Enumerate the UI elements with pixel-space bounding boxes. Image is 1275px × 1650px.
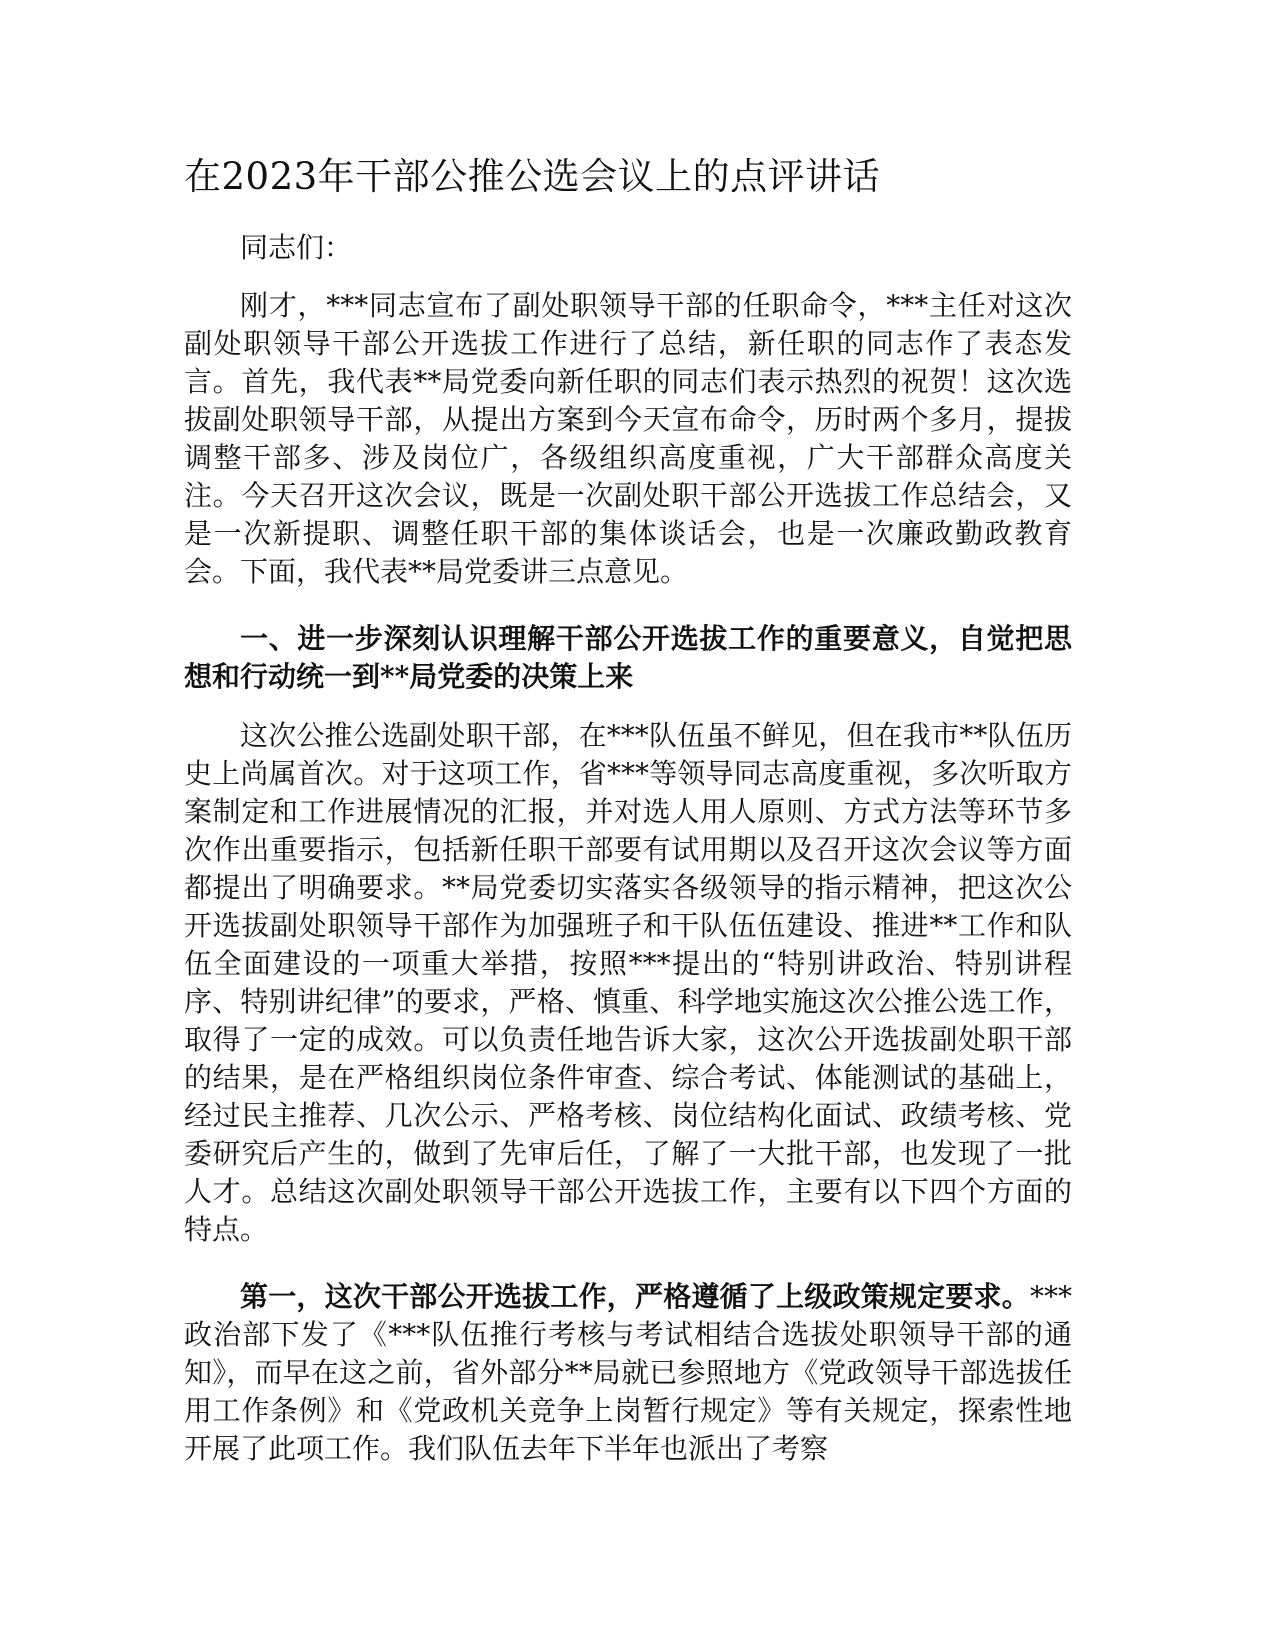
- first-point-lead: 第一，这次干部公开选拔工作，严格遵循了上级政策规定要求。: [240, 1280, 1030, 1313]
- paragraph-intro: 刚才，***同志宣布了副处职领导干部的任职命令，***主任对这次副处职领导干部公开选拔工作进行了总结，新任职的同志作了表态发言。首先，我代表**局党委向新任职的同志们表示热烈的祝贺！这次选拔副处职领导干部，从提出方案到今天宣布命令，历时两个多月，提拔调整干部多、涉及岗位广，各级组织高度重视，广大干部群众高度关注。今天召开这次会议，既是一次副处职干部公开选拔工作总结会，又是一次新提职、调整任职干部的集体谈话会，也是一次廉政勤政教育会。下面，我代表**局党委讲三点意见。: [184, 289, 1072, 588]
- document-title: 在2023年干部公推公选会议上的点评讲话: [184, 155, 881, 198]
- first-point-body: ***政治部下发了《***队伍推行考核与考试相结合选拔处职领导干部的通知》，而早在这之前，省外部分**局就已参照地方《党政领导干部选拔任用工作条例》和《党政机关竞争上岗暂行规定》等有关规定，探索性地开展了此项工作。我们队伍去年下半年也派出了考察: [184, 1280, 1072, 1465]
- section-heading-1: 一、进一步深刻认识理解干部公开选拔工作的重要意义，自觉把思想和行动统一到**局党委的决策上来: [184, 622, 1072, 693]
- greeting: 同志们：: [240, 231, 353, 264]
- paragraph-first-point: [184, 1278, 1072, 1468]
- paragraph-significance: 这次公推公选副处职干部，在***队伍虽不鲜见，但在我市**队伍历史上尚属首次。对于这项工作，省***等领导同志高度重视，多次听取方案制定和工作进展情况的汇报，并对选人用人原则、方式方法等环节多次作出重要指示，包括新任职干部要有试用期以及召开这次会议等方面都提出了明确要求。**局党委切实落实各级领导的指示精神，把这次公开选拔副处职领导干部作为加强班子和干队伍伍建设、推进**工作和队伍全面建设的一项重大举措，按照***提出的“特别讲政治、特别讲程序、特别讲纪律”的要求，严格、慎重、科学地实施这次公推公选工作，取得了一定的成效。可以负责任地告诉大家，这次公开选拔副处职干部的结果，是在严格组织岗位条件审查、综合考试、体能测试的基础上，经过民主推荐、几次公示、严格考核、岗位结构化面试、政绩考核、党委研究后产生的，做到了先审后任，了解了一大批干部，也发现了一批人才。总结这次副处职领导干部公开选拔工作，主要有以下四个方面的特点。: [184, 719, 1072, 1246]
